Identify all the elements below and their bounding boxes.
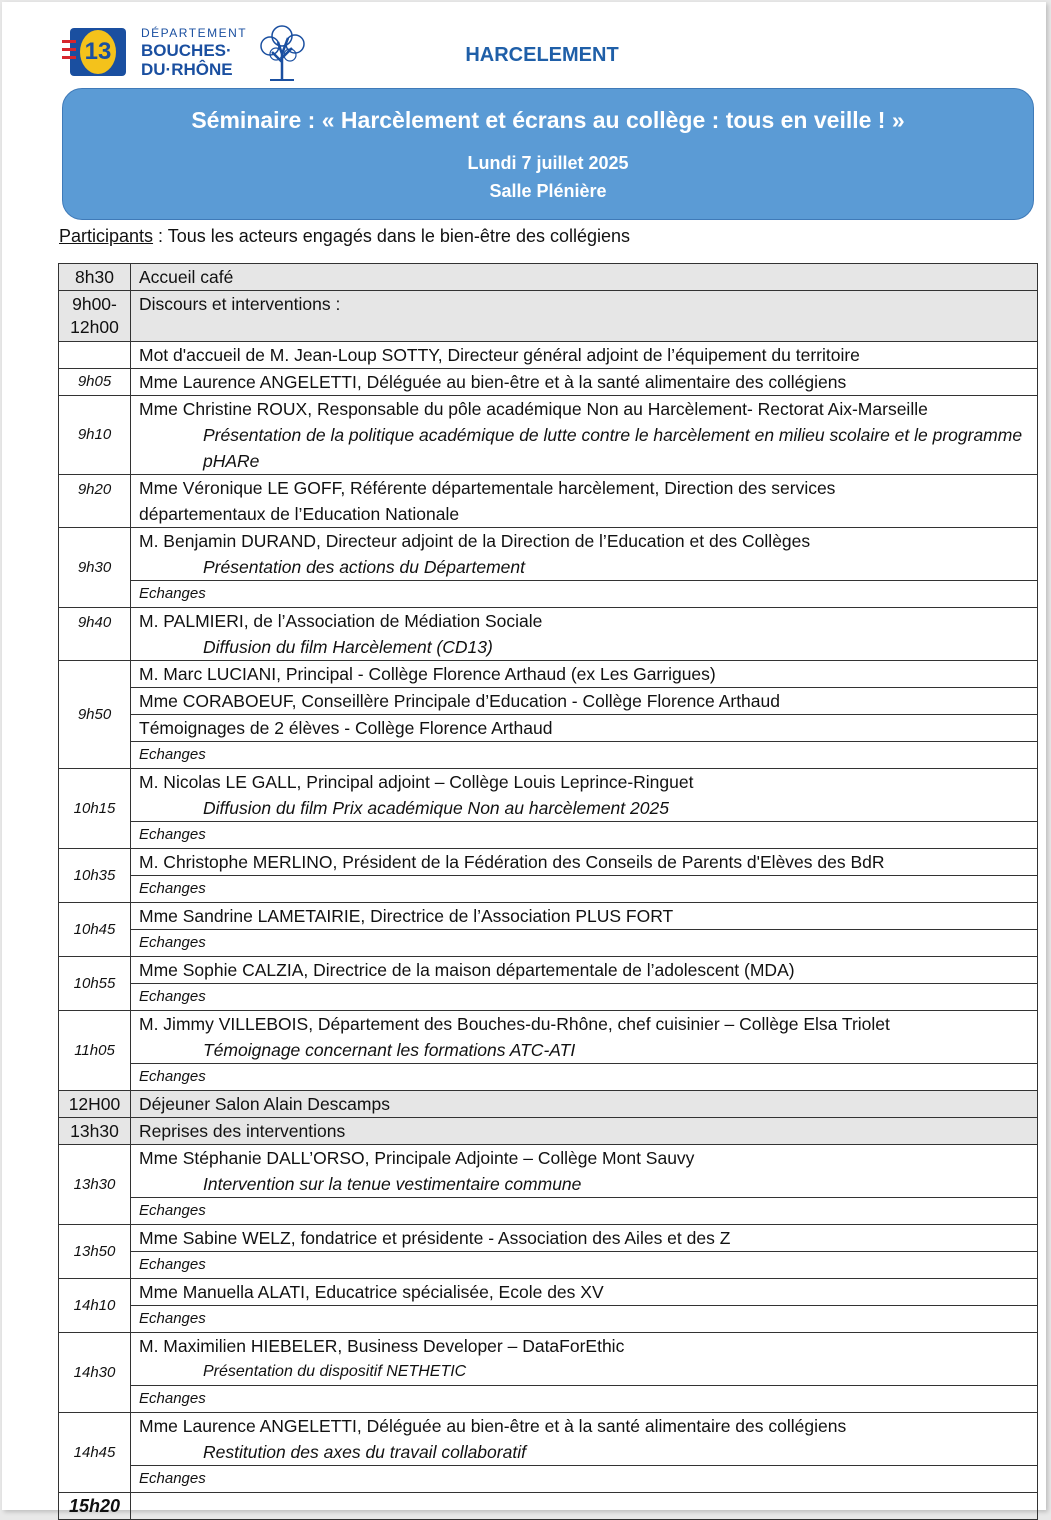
row-echanges: Echanges: [131, 1198, 1038, 1225]
table-row: [59, 475, 1038, 528]
row-time: 9h30: [59, 528, 131, 608]
table-row: [59, 1466, 1038, 1493]
table-row: [59, 1386, 1038, 1413]
row-sub-text: Diffusion du film Harcèlement (CD13): [203, 637, 493, 657]
table-row: [59, 661, 1038, 688]
row-text: [131, 1333, 1038, 1386]
row-time: 13h50: [59, 1225, 131, 1279]
row-time: 10h15: [59, 769, 131, 849]
row-text: Mme Sophie CALZIA, Directrice de la maison départementale de l’adolescent (MDA): [131, 957, 1038, 984]
table-row: [59, 742, 1038, 769]
row-time: 9h05: [59, 369, 131, 396]
row-time: 14h30: [59, 1333, 131, 1413]
row-echanges: Echanges: [131, 1252, 1038, 1279]
row-time-start: 9h00-: [72, 294, 117, 314]
table-row: [59, 957, 1038, 984]
row-text: Reprises des interventions: [131, 1118, 1038, 1145]
logo-line-2: DU·RHÔNE: [141, 60, 233, 79]
row-text: Mme Sabine WELZ, fondatrice et présidente - Association des Ailes et des Z: [131, 1225, 1038, 1252]
table-row: [59, 1225, 1038, 1252]
row-text-empty: [131, 1493, 1038, 1520]
table-row: [59, 930, 1038, 957]
row-main-text: Mme Véronique LE GOFF, Référente départementale harcèlement, Direction des services: [139, 478, 836, 498]
row-sub-text: Intervention sur la tenue vestimentaire commune: [203, 1174, 582, 1194]
table-row: [59, 903, 1038, 930]
row-echanges: Echanges: [131, 984, 1038, 1011]
row-text: Mme Sandrine LAMETAIRIE, Directrice de l’Association PLUS FORT: [131, 903, 1038, 930]
row-time: 9h50: [59, 661, 131, 769]
table-row: [59, 715, 1038, 742]
row-main-text: M. Nicolas LE GALL, Principal adjoint – Collège Louis Leprince-Ringuet: [139, 772, 694, 792]
table-row: [59, 1413, 1038, 1466]
table-row: [59, 688, 1038, 715]
table-row: [59, 1118, 1038, 1145]
row-time: 8h30: [59, 264, 131, 291]
row-text: [131, 608, 1038, 661]
row-main-text-cont: départementaux de l’Education Nationale: [139, 504, 460, 524]
row-main-text: Mme Christine ROUX, Responsable du pôle académique Non au Harcèlement- Rectorat Aix-Marseille: [139, 399, 928, 419]
table-row: [59, 369, 1038, 396]
row-time: 10h35: [59, 849, 131, 903]
row-time-empty: [59, 342, 131, 369]
row-time: 14h45: [59, 1413, 131, 1493]
row-main-text: Mme Laurence ANGELETTI, Déléguée au bien-être et à la santé alimentaire des collégiens: [139, 1416, 847, 1436]
table-row: [59, 876, 1038, 903]
row-sub-text: Témoignage concernant les formations ATC-ATI: [203, 1040, 576, 1060]
table-row: [59, 1333, 1038, 1386]
participants-line: [59, 226, 630, 247]
row-echanges: Echanges: [131, 822, 1038, 849]
document-page: [2, 2, 1046, 1516]
table-row: [59, 528, 1038, 581]
participants-label: Participants: [59, 226, 154, 246]
logo-badge: [70, 28, 126, 76]
olive-tree-icon: [252, 24, 312, 82]
table-row: [59, 1493, 1038, 1520]
row-time: 9h10: [59, 396, 131, 475]
table-row: [59, 1145, 1038, 1198]
row-sub-text: Présentation des actions du Département: [203, 557, 525, 577]
table-row: [59, 342, 1038, 369]
table-row: [59, 396, 1038, 475]
row-time: 13h30: [59, 1118, 131, 1145]
schedule-table: [58, 263, 1038, 1520]
row-text: Mme Laurence ANGELETTI, Déléguée au bien-être et à la santé alimentaire des collégiens: [131, 369, 1038, 396]
row-time-end: 12h00: [70, 317, 119, 337]
row-text: [131, 1011, 1038, 1064]
department-logo: [66, 24, 316, 84]
row-main-text: M. PALMIERI, de l’Association de Médiation Sociale: [139, 611, 543, 631]
row-echanges: Echanges: [131, 1466, 1038, 1493]
row-time-final: 15h20: [59, 1493, 131, 1520]
row-sub-text: Présentation du dispositif NETHETIC: [203, 1363, 467, 1380]
table-row: [59, 1252, 1038, 1279]
seminar-room: Salle Plénière: [489, 181, 607, 201]
participants-text: : Tous les acteurs engagés dans le bien-être des collégiens: [153, 226, 631, 246]
row-time: 13h30: [59, 1145, 131, 1225]
row-time: 9h40: [59, 608, 131, 661]
row-sub-text: Présentation de la politique académique de lutte contre le harcèlement en milieu scolaire et le programme pHARe: [203, 425, 1023, 471]
table-row: [59, 1091, 1038, 1118]
row-text: [131, 1145, 1038, 1198]
seminar-banner: [62, 88, 1034, 220]
table-row: [59, 1279, 1038, 1306]
page-topic: HARCELEMENT: [465, 44, 619, 66]
row-sub-text: Restitution des axes du travail collaboratif: [203, 1442, 526, 1462]
table-row: [59, 849, 1038, 876]
seminar-date: Lundi 7 juillet 2025: [467, 153, 629, 173]
table-row: [59, 264, 1038, 291]
row-text: [131, 396, 1038, 475]
row-text: Mme Manuella ALATI, Educatrice spécialisée, Ecole des XV: [131, 1279, 1038, 1306]
row-time: 9h20: [59, 475, 131, 528]
row-text: [131, 528, 1038, 581]
row-text: Accueil café: [131, 264, 1038, 291]
row-time: 11h05: [59, 1011, 131, 1091]
row-echanges: Echanges: [131, 1386, 1038, 1413]
row-text: [131, 1413, 1038, 1466]
table-row: [59, 984, 1038, 1011]
row-echanges: Echanges: [131, 876, 1038, 903]
table-row: [59, 1198, 1038, 1225]
row-echanges: Echanges: [131, 581, 1038, 608]
row-text: [131, 769, 1038, 822]
logo-line-1: BOUCHES·: [141, 41, 232, 60]
table-row: [59, 291, 1038, 342]
row-echanges: Echanges: [131, 930, 1038, 957]
table-row: [59, 1306, 1038, 1333]
row-sub-text: Diffusion du film Prix académique Non au harcèlement 2025: [203, 798, 669, 818]
logo-prefix: DÉPARTEMENT: [141, 26, 248, 40]
row-time: 12H00: [59, 1091, 131, 1118]
table-row: [59, 769, 1038, 822]
row-text: [131, 475, 1038, 528]
row-text: Témoignages de 2 élèves - Collège Florence Arthaud: [131, 715, 1038, 742]
row-time: [59, 291, 131, 342]
seminar-title: Séminaire : « Harcèlement et écrans au collège : tous en veille ! »: [191, 107, 905, 133]
logo-badge-number: 13: [84, 38, 112, 65]
row-text: Mme CORABOEUF, Conseillère Principale d’Education - Collège Florence Arthaud: [131, 688, 1038, 715]
row-time: 10h55: [59, 957, 131, 1011]
row-main-text: Mme Stéphanie DALL’ORSO, Principale Adjointe – Collège Mont Sauvy: [139, 1148, 695, 1168]
row-echanges: Echanges: [131, 742, 1038, 769]
row-echanges: Echanges: [131, 1064, 1038, 1091]
row-text: M. Marc LUCIANI, Principal - Collège Florence Arthaud (ex Les Garrigues): [131, 661, 1038, 688]
row-echanges: Echanges: [131, 1306, 1038, 1333]
row-time: 14h10: [59, 1279, 131, 1333]
table-row: [59, 822, 1038, 849]
table-row: [59, 581, 1038, 608]
row-text: M. Christophe MERLINO, Président de la Fédération des Conseils de Parents d'Elèves des BdR: [131, 849, 1038, 876]
row-text: Discours et interventions :: [131, 291, 1038, 342]
row-time: 10h45: [59, 903, 131, 957]
row-main-text: M. Maximilien HIEBELER, Business Developer – DataForEthic: [139, 1336, 625, 1356]
row-text: Mot d'accueil de M. Jean-Loup SOTTY, Directeur général adjoint de l’équipement du territoire: [131, 342, 1038, 369]
table-row: [59, 1011, 1038, 1064]
table-row: [59, 1064, 1038, 1091]
row-main-text: M. Benjamin DURAND, Directeur adjoint de la Direction de l’Education et des Collèges: [139, 531, 811, 551]
row-main-text: M. Jimmy VILLEBOIS, Département des Bouches-du-Rhône, chef cuisinier – Collège Elsa Triolet: [139, 1014, 890, 1034]
table-row: [59, 608, 1038, 661]
row-text: Déjeuner Salon Alain Descamps: [131, 1091, 1038, 1118]
